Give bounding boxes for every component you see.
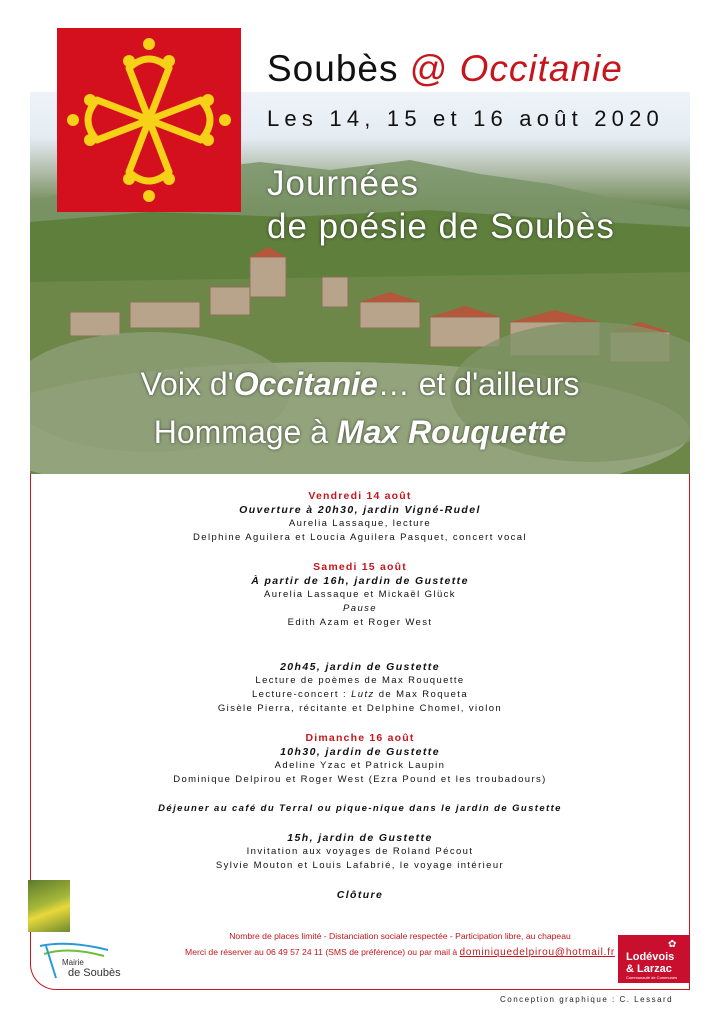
day2-line2: Edith Azam et Roger West	[287, 617, 433, 628]
day2-line1: Aurelia Lassaque et Mickaël Glück	[264, 589, 456, 600]
program	[30, 489, 690, 902]
event-dates: Les 14, 15 et 16 août 2020	[267, 106, 664, 131]
lodevois-larzac-logo	[618, 935, 690, 983]
info-line2	[100, 945, 700, 960]
voix-suffix: … et d'ailleurs	[377, 366, 580, 402]
day2-line4	[30, 688, 690, 702]
partner-line1: Lodévois	[626, 951, 675, 963]
day3-line1: Adeline Yzac et Patrick Laupin	[274, 760, 446, 771]
occitan-cross-icon	[57, 28, 241, 212]
day3-venue: 10h30, jardin de Gustette	[280, 746, 440, 758]
day1-line2: Delphine Aguilera et Loucia Aguilera Pasquet, concert vocal	[193, 532, 527, 543]
tagline-voix	[30, 366, 690, 403]
info-line2-prefix: Merci de réserver au 06 49 57 24 11 (SMS de préférence) ou par mail à	[185, 947, 460, 957]
event-name	[267, 162, 615, 248]
day2-venue2: 20h45, jardin de Gustette	[280, 661, 440, 673]
day2-title: Samedi 15 août	[313, 561, 407, 573]
contact-email-link[interactable]: dominiquedelpirou@hotmail.fr	[459, 947, 615, 958]
hommage-emphasis: Max Rouquette	[336, 414, 567, 450]
voix-prefix: Voix d'	[140, 366, 234, 402]
design-credit: Conception graphique : C. Lessard	[500, 995, 674, 1004]
event-name-line1: Journées	[267, 164, 419, 203]
page-title	[267, 48, 623, 90]
day3-lunch: Déjeuner au café du Terral ou pique-nique dans le jardin de Gustette	[158, 803, 562, 814]
day3-closing: Clôture	[336, 889, 384, 901]
voix-emphasis: Occitanie	[233, 366, 378, 402]
day3-line4: Sylvie Mouton et Louis Lafabrié, le voyage intérieur	[215, 860, 505, 871]
hommage-prefix: Hommage à	[153, 414, 337, 450]
plant-photo	[28, 880, 70, 932]
day3-line3: Invitation aux voyages de Roland Pécout	[246, 846, 474, 857]
flower-icon: ✿	[668, 939, 677, 950]
day1-line1: Aurelia Lassaque, lecture	[288, 518, 432, 529]
mairie-line1: Mairie	[62, 958, 84, 967]
title-main: Soubès	[267, 48, 399, 89]
day2-line4-prefix: Lecture-concert :	[251, 689, 352, 700]
tagline-hommage	[30, 414, 690, 451]
title-at: @	[409, 48, 449, 89]
partner-line3: Communauté de Communes	[626, 975, 678, 980]
day2-line5: Gisèle Pierra, récitante et Delphine Chomel, violon	[217, 703, 503, 714]
day2-venue: À partir de 16h, jardin de Gustette	[251, 575, 469, 587]
day1-venue: Ouverture à 20h30, jardin Vigné-Rudel	[239, 504, 481, 516]
day2-line3: Lecture de poèmes de Max Rouquette	[255, 675, 465, 686]
day2-line4-em: Lutz	[351, 689, 375, 700]
event-name-line2: de poésie de Soubès	[267, 207, 615, 246]
mairie-logo	[38, 940, 121, 985]
info-line1: Nombre de places limité - Distanciation sociale respectée - Participation libre, au chapeau	[229, 931, 571, 941]
day2-pause: Pause	[343, 603, 377, 614]
title-region: Occitanie	[459, 48, 623, 89]
partner-line2: & Larzac	[626, 963, 672, 975]
day2-line4-suffix: de Max Roqueta	[374, 689, 469, 700]
day3-line2: Dominique Delpirou et Roger West (Ezra Pound et les troubadours)	[173, 774, 547, 785]
day3-title: Dimanche 16 août	[305, 732, 415, 744]
mairie-line2: de Soubès	[68, 967, 121, 979]
day3-venue2: 15h, jardin de Gustette	[287, 832, 433, 844]
day1-title: Vendredi 14 août	[308, 490, 412, 502]
